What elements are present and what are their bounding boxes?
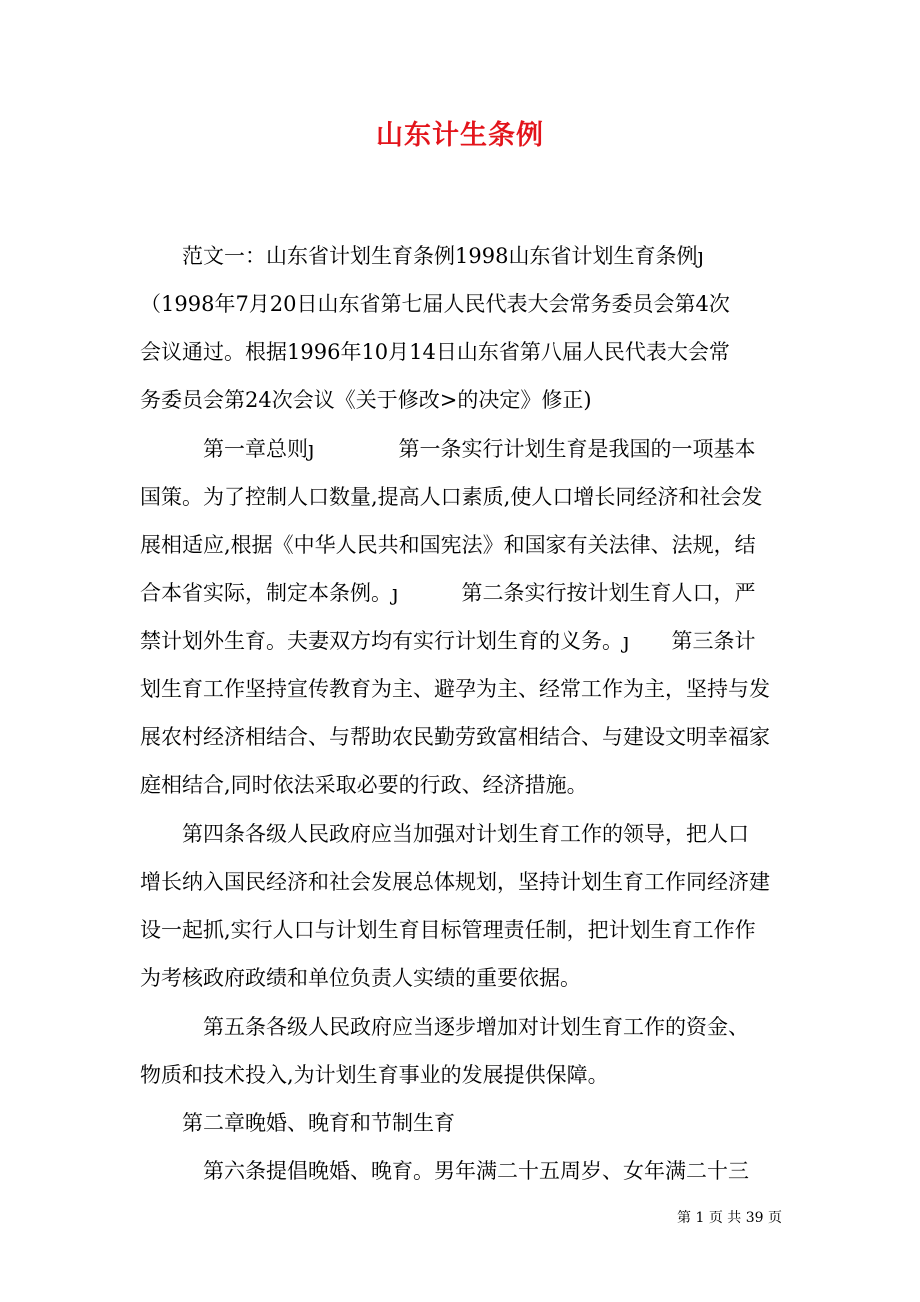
body-line: 增长纳入国民经济和社会发展总体规划，坚持计划生育工作同经济建: [140, 870, 770, 894]
body-line: 会议通过。根据1996年10月14日山东省第八届人民代表大会常: [140, 340, 730, 364]
body-line: 第六条提倡晚婚、晚育。男年满二十五周岁、女年满二十三: [140, 1159, 749, 1183]
body-line: 第一章总则ȷ 第一条实行计划生育是我国的一项基本: [140, 437, 756, 461]
chapter-heading: 第二章晚婚、晚育和节制生育: [140, 1111, 455, 1135]
document-title: 山东计生条例: [376, 120, 544, 151]
body-line: 为考核政府政绩和单位负责人实绩的重要依据。: [140, 966, 581, 990]
body-line: （1998年7月20日山东省第七届人民代表大会常务委员会第4次: [140, 292, 730, 316]
body-line: 国策。为了控制人口数量,提高人口素质,使人口增长同经济和社会发: [140, 485, 763, 509]
body-line: 范文一：山东省计划生育条例1998山东省计划生育条例ȷ: [140, 244, 704, 268]
body-line: 展农村经济相结合、与帮助农民勤劳致富相结合、与建设文明幸福家: [140, 725, 770, 749]
body-line: 合本省实际，制定本条例。ȷ 第二条实行按计划生育人口，严: [140, 581, 756, 605]
body-line: 物质和技术投入,为计划生育事业的发展提供保障。: [140, 1063, 609, 1087]
body-line: 庭相结合,同时依法采取必要的行政、经济措施。: [140, 773, 588, 797]
body-line: 第五条各级人民政府应当逐步增加对计划生育工作的资金、: [140, 1015, 749, 1039]
body-line: 设一起抓,实行人口与计划生育目标管理责任制，把计划生育工作作: [140, 918, 756, 942]
body-line: 务委员会第24次会议《关于修改>的决定》修正): [140, 388, 592, 412]
body-line: 划生育工作坚持宣传教育为主、避孕为主、经常工作为主，坚持与发: [140, 677, 770, 701]
body-line: 禁计划外生育。夫妻双方均有实行计划生育的义务。ȷ 第三条计: [140, 629, 756, 653]
body-line: 第四条各级人民政府应当加强对计划生育工作的领导，把人口: [140, 822, 749, 846]
body-line: 展相适应,根据《中华人民共和国宪法》和国家有关法律、法规，结: [140, 533, 756, 557]
page-number: 第 1 页 共 39 页: [677, 1210, 782, 1226]
